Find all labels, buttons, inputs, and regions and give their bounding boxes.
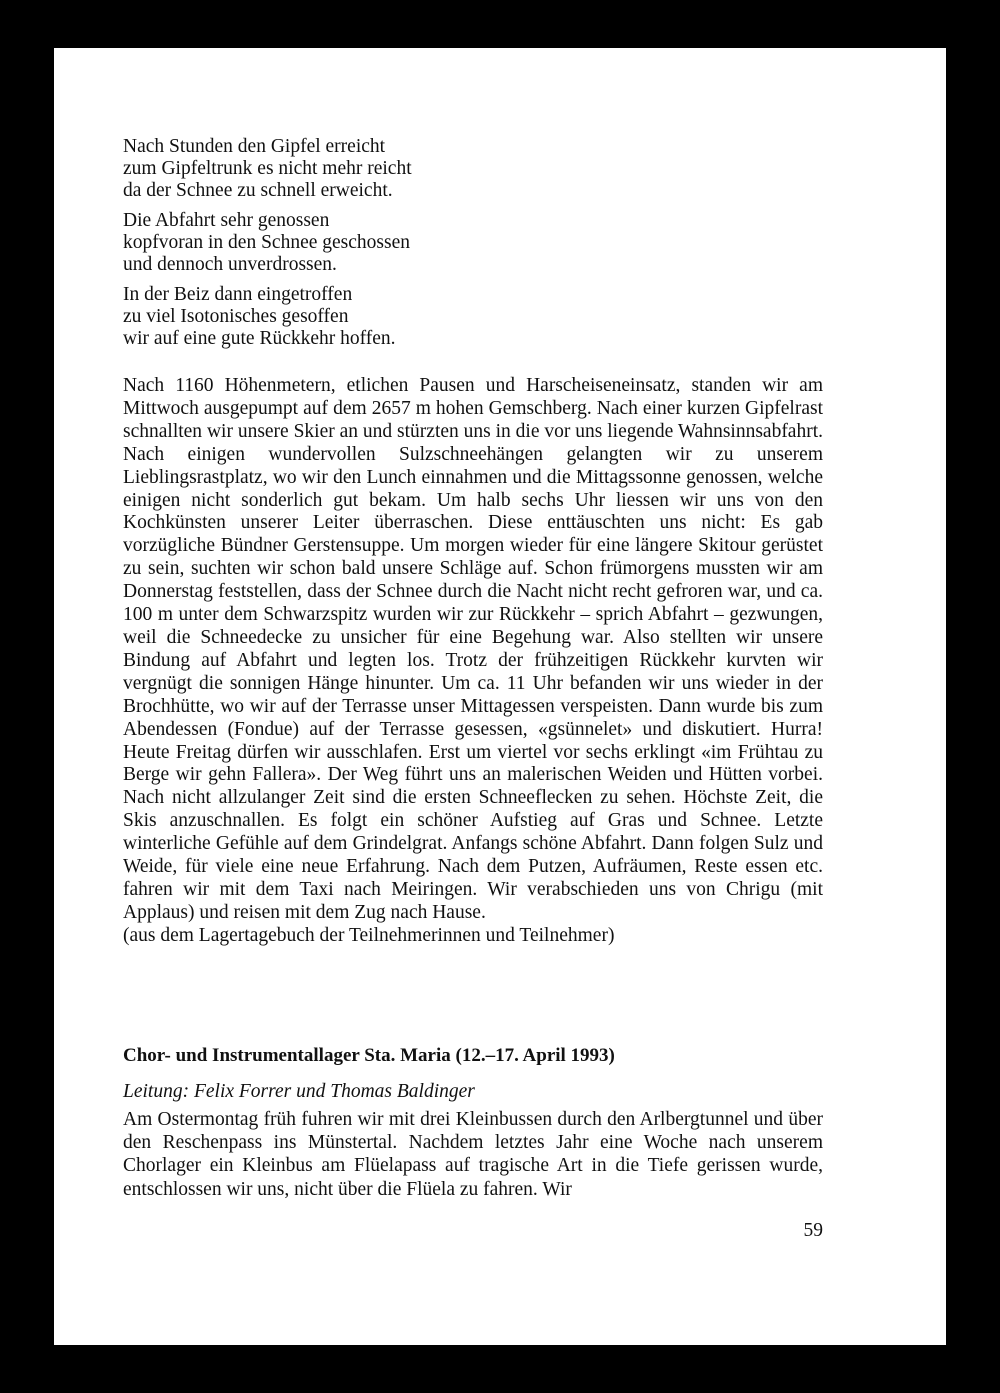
poem-stanza-3 xyxy=(123,284,823,350)
choir-camp-section xyxy=(123,1044,823,1201)
section-paragraph: Am Ostermontag früh fuhren wir mit drei Kleinbussen durch den Arlbergtunnel und über den Reschenpass ins Münstertal. Nachdem letztes Jahr eine Woche nach unserem Chorlager ein Kleinbus am Flüelapass auf tragische Art in die Tiefe gerissen wurde, entschlossen wir uns, nicht über die Flüela zu fahren. Wir xyxy=(123,1109,823,1200)
poem-stanza-1 xyxy=(123,136,823,202)
section-heading: Chor- und Instrumentallager Sta. Maria (12.–17. April 1993) xyxy=(123,1045,615,1066)
poem-line: In der Beiz dann eingetroffen xyxy=(123,284,353,305)
poem-line: da der Schnee zu schnell erweicht. xyxy=(123,180,393,201)
poem-line: und dennoch unverdrossen. xyxy=(123,254,337,275)
poem xyxy=(123,136,823,358)
page-number: 59 xyxy=(803,1220,823,1241)
report-attribution: (aus dem Lagertagebuch der Teilnehmerinnen und Teilnehmer) xyxy=(123,924,615,946)
camp-report xyxy=(123,375,823,948)
poem-line: kopfvoran in den Schnee geschossen xyxy=(123,232,411,253)
leadership-line: Leitung: Felix Forrer und Thomas Baldinger xyxy=(123,1081,475,1102)
poem-line: zum Gipfeltrunk es nicht mehr reicht xyxy=(123,158,412,179)
report-paragraph: Nach 1160 Höhenmetern, etlichen Pausen und Harscheiseneinsatz, standen wir am Mittwoch ausgepumpt auf dem 2657 m hohen Gemschberg. Nach einer kurzen Gipfelrast schnallten wir unsere Skier an und stürzten uns in die vor uns liegende Wahnsinnsabfahrt. Nach einigen wundervollen Sulzschneehängen gelangten wir zu unserem Lieblingsrastplatz, wo wir den Lunch einnahmen und die Mittagssonne genossen, welche einigen nicht sonderlich gut bekam. Um halb sechs Uhr liessen wir uns von den Kochkünsten unserer Leiter überraschen. Diese enttäuschten uns nicht: Es gab vorzügliche Bündner Gerstensuppe. Um morgen wieder für eine längere Skitour gerüstet zu sein, suchten wir schon bald unsere Schläge auf. Schon frümorgens mussten wir am Donnerstag feststellen, dass der Schnee durch die Nacht nicht recht gefroren war, und ca. 100 m unter dem Schwarzspitz wurden wir zur Rückkehr – sprich Abfahrt – gezwungen, weil die Schneedecke zu unsicher für eine Begehung war. Also stellten wir unsere Bindung auf Abfahrt und legten los. Trotz der frühzeitigen Rückkehr kurvten wir vergnügt die sonnigen Hänge hinunter. Um ca. 11 Uhr befanden wir uns wieder in der Brochhütte, wo wir auf der Terrasse unser Mittagessen verspeisten. Dann wurde bis zum Abendessen (Fondue) auf der Terrasse gesessen, «gsünnelet» und diskutiert. Hurra! Heute Freitag dürfen wir ausschlafen. Erst um viertel vor sechs erklingt «im Frühtau zu Berge wir gehn Fallera». Der Weg führt uns an malerischen Weiden und Hütten vorbei. Nach nicht allzulanger Zeit sind die ersten Schneeflecken zu sehen. Höchste Zeit, die Skis anzuschnallen. Es folgt ein schöner Aufstieg auf Gras und Schnee. Letzte winterliche Gefühle auf dem Grindelgrat. Anfangs schöne Abfahrt. Dann folgen Sulz und Weide, für viele eine neue Erfahrung. Nach dem Putzen, Aufräumen, Reste essen etc. fahren wir mit dem Taxi nach Meiringen. Wir verabschieden uns von Chrigu (mit Applaus) und reisen mit dem Zug nach Hause. xyxy=(123,375,823,923)
document-page xyxy=(54,48,946,1345)
poem-line: wir auf eine gute Rückkehr hoffen. xyxy=(123,328,396,349)
poem-line: Nach Stunden den Gipfel erreicht xyxy=(123,136,386,157)
poem-line: Die Abfahrt sehr genossen xyxy=(123,210,330,231)
poem-line: zu viel Isotonisches gesoffen xyxy=(123,306,349,327)
poem-stanza-2 xyxy=(123,210,823,276)
